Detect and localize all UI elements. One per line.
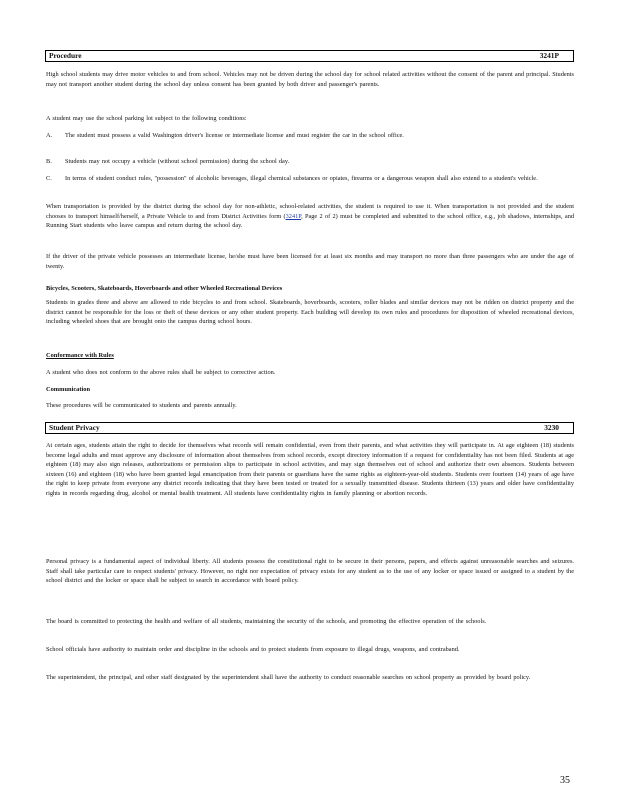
- privacy-paragraph-4: School officials have authority to maintain order and discipline in the schools and to protect students from exposure to illegal drugs, weapons, and contraband.: [46, 646, 460, 653]
- parking-lead: A student may use the school parking lot subject to the following conditions:: [46, 115, 247, 122]
- transportation-paragraph: [46, 202, 574, 231]
- list-text: The student must possess a valid Washington driver's license or intermediate license and must register the car in the school office.: [65, 132, 404, 139]
- privacy-paragraph-1: At certain ages, students attain the right to decide for themselves what records will remain confidential, even from their parents, and what activities they will participate in. At age eighteen (18) students become legal adults and must approve any disclosure of information about themselves from school records, except directory information if a request for confidentiality has not been filed. Students at age eighteen (18) may also sign releases, authorizations or permission slips to participate in school activities, and may sign themselves out of school and authorize their own absences. Students between sixteen (16) and eighteen (18) who have been granted legal emancipation from their parents or guardians have the same rights as eighteen-year-old students. Students over fourteen (14) years of age have the right to keep private from everyone any district records indicating that they have been tested or treated for a sexually transmitted disease. Students thirteen (13) years and older have confidentiality rights in records regarding drug, alcohol or mental health treatment. All students have confidentiality rights in family planning or abortion records.: [46, 442, 574, 497]
- form-link[interactable]: 3241P: [285, 212, 302, 220]
- privacy-paragraph-2: Personal privacy is a fundamental aspect of individual liberty. All students possess the constitutional right to be secure in their persons, papers, and effects against unreasonable searches and seizures. Staff shall take particular care to respect students' privacy. However, no right nor expectation of privacy exists for any student as to the use of any locker or space issued or assigned to a student by the school district and the locker or space shall be subject to search in accordance with board policy.: [46, 558, 574, 585]
- bicycles-paragraph: Students in grades three and above are allowed to ride bicycles to and from school. Skateboards, hoverboards, scooters, roller blades and similar devices may not be ridden on district property and the district cannot be responsible for the loss or theft of these devices or any other student property. Each building will develop its own rules and procedures for disposition of wheeled recreational devices, including wheeled shoes that are brought onto the campus during school hours.: [46, 299, 574, 326]
- transportation-text-post: , Page 2 of 2) must be completed and submitted to the school office, e.g., job shadows, internships, and Running Start students who leave campus and return during the school day.: [46, 212, 574, 230]
- section-number: 3230: [544, 423, 559, 432]
- list-marker: B.: [46, 158, 52, 165]
- section-title: Procedure: [49, 51, 82, 60]
- driver-age-paragraph: If the driver of the private vehicle possesses an intermediate license, he/she must have been licensed for at least six months and may transport no more than three passengers who are under the age of twenty.: [46, 253, 574, 270]
- section-title: Student Privacy: [49, 423, 100, 432]
- bicycles-heading: Bicycles, Scooters, Skateboards, Hoverboards and other Wheeled Recreational Devices: [46, 285, 283, 292]
- transportation-text-pre: When transportation is provided by the district during the school day for non-athletic, school-related activities, the student is required to use it. When transportation is not provided and the student chooses to transport himself/herself, a Private Vehicle to and from District Activities form (: [46, 203, 574, 220]
- conformance-heading: Conformance with Rules: [46, 352, 114, 359]
- conformance-paragraph: A student who does not conform to the above rules shall be subject to corrective action.: [46, 369, 276, 376]
- procedure-header: [45, 50, 574, 62]
- list-marker: C.: [46, 175, 52, 182]
- page-number: 35: [560, 775, 570, 786]
- communication-paragraph: These procedures will be communicated to students and parents annually.: [46, 402, 237, 409]
- privacy-paragraph-5: The superintendent, the principal, and other staff designated by the superintendent shall have the authority to conduct reasonable searches on school property as provided by board policy.: [46, 674, 531, 681]
- communication-heading: Communication: [46, 386, 91, 393]
- list-marker: A.: [46, 132, 53, 139]
- list-item: [46, 174, 574, 184]
- list-item: [46, 157, 574, 167]
- intro-paragraph: High school students may drive motor vehicles to and from school. Vehicles may not be driven during the school day for school related activities without the consent of the parent and principal. Students may not transport another student during the school day unless consent has been granted by both driver and passenger's parents.: [46, 71, 574, 88]
- student-privacy-header: [45, 422, 574, 434]
- section-number: 3241P: [539, 51, 559, 60]
- list-item: [46, 131, 574, 141]
- list-text: Students may not occupy a vehicle (without school permission) during the school day.: [65, 158, 290, 165]
- list-text: In terms of student conduct rules, "possession" of alcoholic beverages, illegal chemical substances or opiates, firearms or a dangerous weapon shall also extend to a student's vehicle.: [65, 175, 538, 182]
- privacy-paragraph-3: The board is committed to protecting the health and welfare of all students, maintaining the security of the schools, and promoting the effective operation of the schools.: [46, 618, 487, 625]
